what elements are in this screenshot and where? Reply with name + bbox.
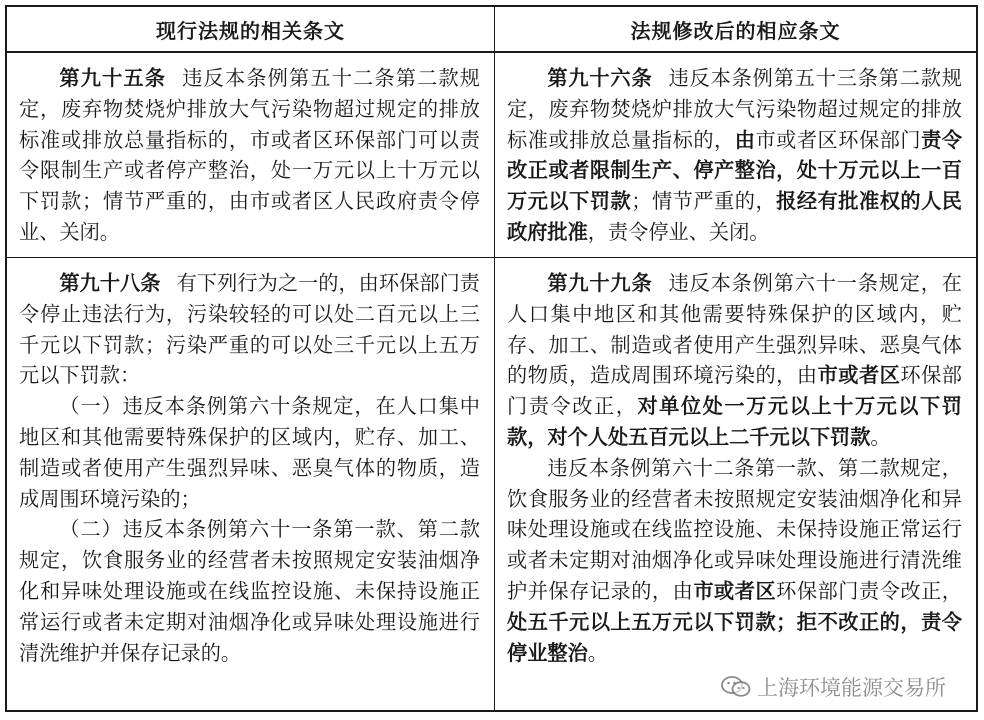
article-98-intro-text: 有下列行为之一的，由环保部门责令停止违法行为，污染较轻的可以处二百元以上三千元以下罚款；污染严重的可以处三千元以上五万元以下罚款：	[19, 271, 480, 388]
article-96-text-4: ，责令停业、关闭。	[587, 219, 770, 244]
article-96-text-3: ；情节严重的，	[631, 189, 777, 214]
article-96-text-1: 违反本条例第五十三条第二款规定，废弃物焚烧炉排放大气污染物超过规定的排放标准或排放总量指标的，	[507, 66, 962, 152]
article-99-p2-bold-1: 市或者区	[693, 578, 777, 603]
article-99-p1-text-3: 。	[870, 424, 891, 449]
article-96-bold-2: 责令改正或者限制生产、停产整治，处十万元以上一百万元以下罚款	[507, 127, 962, 214]
row1-current-cell	[7, 53, 495, 258]
header-revised-regulation	[495, 7, 976, 53]
article-99-p2-text-1: 违反本条例第六十二条第一款、第二款规定，饮食服务业的经营者未按照规定安装油烟净化和异味处理设施或在线监控设施、未保持设施正常运行或者未定期对油烟净化或异味处理设施进行清洗维护并保存记录的，由	[507, 455, 962, 603]
row2-current-cell	[7, 258, 495, 710]
article-99-p1-bold-2: 对单位处一万元以上十万元以下罚款，对个人处五百元以上二千元以下罚款	[507, 394, 962, 449]
article-98-item-1: （一）违反本条例第六十条规定，在人口集中地区和其他需要特殊保护的区域内，贮存、加工、制造或者使用产生强烈异味、恶臭气体的物质，造成周围环境污染的；	[19, 394, 480, 511]
article-96-bold-1: 由	[734, 127, 756, 152]
row2-revised-cell	[495, 258, 976, 710]
article-96-bold-3: 报经有批准权的人民政府批准	[507, 189, 962, 244]
article-96-number: 第九十六条	[547, 66, 653, 90]
article-95-paragraph	[19, 63, 480, 248]
article-99-paragraph-2	[507, 453, 962, 669]
watermark-text: 上海环境能源交易所	[757, 676, 946, 700]
article-95-number: 第九十五条	[59, 66, 167, 90]
row1-revised-cell	[495, 53, 976, 258]
header-current-regulation-label: 现行法规的相关条文	[156, 18, 345, 43]
article-99-number: 第九十九条	[547, 271, 653, 295]
header-current-regulation	[7, 7, 495, 53]
article-99-p1-text-2: 环保部门责令改正，	[507, 363, 962, 419]
regulation-comparison-table	[5, 5, 978, 712]
article-96-text-2: 市或者区环保部门	[755, 127, 922, 152]
article-98-intro	[19, 268, 480, 391]
article-99-p2-text-2: 环保部门责令改正，	[776, 578, 962, 603]
article-99-p2-bold-2: 处五千元以上五万元以下罚款；拒不改正的，责令停业整治	[507, 609, 962, 665]
article-99-p1-text-1: 违反本条例第六十一条规定，在人口集中地区和其他需要特殊保护的区域内，贮存、加工、制造或者使用产生强烈异味、恶臭气体的物质，造成周围环境污染的，由	[507, 271, 962, 388]
article-96-paragraph	[507, 63, 962, 248]
article-99-p1-bold-1: 市或者区	[817, 363, 901, 388]
article-99-p2-text-3: 。	[587, 640, 608, 665]
article-98-number: 第九十八条	[59, 271, 161, 295]
article-98-item-2: （二）违反本条例第六十一条第一款、第二款规定，饮食服务业的经营者未按照规定安装油烟净化和异味处理设施或在线监控设施、未保持设施正常运行或者未定期对油烟净化或异味处理设施进行清洗维护并保存记录的。	[19, 517, 480, 665]
header-revised-regulation-label: 法规修改后的相应条文	[630, 18, 841, 43]
article-95-text: 违反本条例第五十二条第二款规定，废弃物焚烧炉排放大气污染物超过规定的排放标准或排放总量指标的，市或者区环保部门可以责令限制生产或者停产整治，处一万元以上十万元以下罚款；情节严重的，由市或者区人民政府责令停业、关闭。	[19, 66, 480, 244]
article-99-paragraph-1	[507, 268, 962, 453]
